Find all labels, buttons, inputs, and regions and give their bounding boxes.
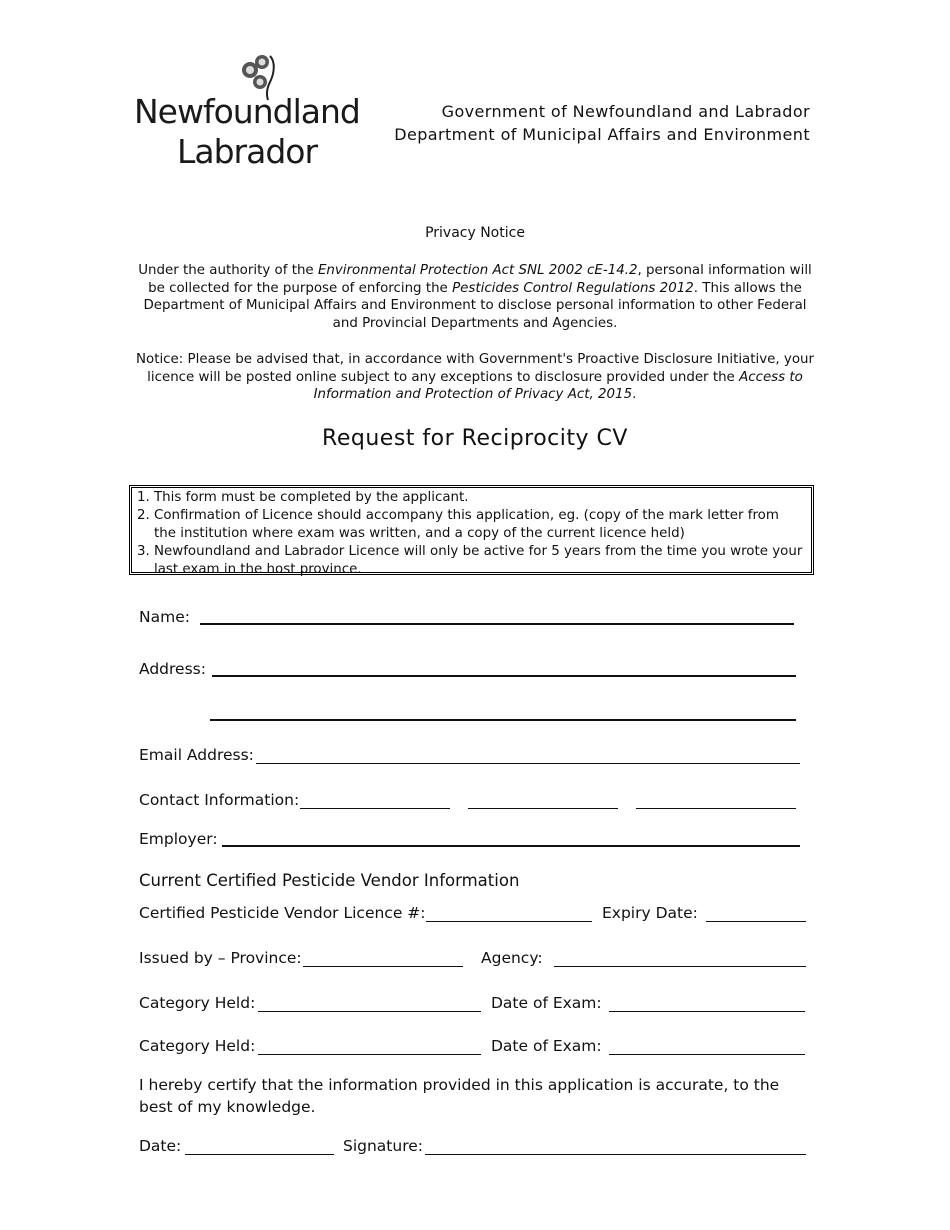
category-held-field[interactable]: [258, 1054, 481, 1055]
expiry-field[interactable]: [706, 921, 806, 922]
vendor-section-title: Current Certified Pesticide Vendor Information: [139, 871, 520, 890]
exam-date-field[interactable]: [609, 1011, 805, 1012]
government-name: Government of Newfoundland and Labrador: [441, 102, 810, 121]
exam-date-label: Date of Exam:: [491, 1037, 602, 1055]
province-field[interactable]: [303, 966, 463, 967]
p1-act-name: Environmental Protection Act SNL 2002 cE-14.2: [317, 263, 638, 278]
contact-label: Contact Information:: [139, 791, 300, 809]
date-label: Date:: [139, 1137, 182, 1155]
employer-field[interactable]: [222, 845, 800, 847]
privacy-paragraph-disclosure: [130, 351, 820, 404]
p2-text-a: Notice: Please be advised that, in accordance with Government's Proactive Disclosure Initiative, your licence will be posted online subject to any exceptions to disclosure provided under the: [135, 352, 815, 385]
signature-field[interactable]: [425, 1154, 806, 1155]
category-held-field[interactable]: [258, 1011, 481, 1012]
agency-field[interactable]: [554, 966, 806, 967]
category-held-label: Category Held:: [139, 1037, 256, 1055]
privacy-notice-title: Privacy Notice: [425, 225, 525, 241]
contact-field-3[interactable]: [636, 808, 796, 809]
address-field-line2[interactable]: [210, 719, 796, 721]
email-field[interactable]: [256, 763, 800, 764]
p1-regulation-name: Pesticides Control Regulations 2012: [452, 280, 694, 296]
agency-label: Agency:: [481, 949, 543, 967]
government-logo: [134, 52, 369, 177]
address-field-line1[interactable]: [212, 675, 796, 677]
p2-act-name: Access to Information and Protection of Privacy Act, 2015: [313, 369, 803, 402]
licence-label: Certified Pesticide Vendor Licence #:: [139, 904, 426, 922]
department-header: [394, 100, 810, 146]
form-title: Request for Reciprocity CV: [322, 426, 628, 451]
p1-text-b: , personal information will be collected for the purpose of enforcing the: [148, 263, 812, 296]
exam-date-field[interactable]: [609, 1054, 805, 1055]
date-field[interactable]: [185, 1154, 334, 1155]
logo-text-newfoundland: Newfoundland: [134, 92, 360, 131]
address-label: Address:: [139, 660, 206, 678]
name-label: Name:: [139, 608, 190, 626]
contact-field-1[interactable]: [300, 808, 450, 809]
signature-label: Signature:: [343, 1137, 423, 1155]
email-label: Email Address:: [139, 746, 254, 764]
instructions-box: [129, 485, 814, 575]
expiry-label: Expiry Date:: [602, 904, 698, 922]
p2-text-b: .: [632, 387, 637, 402]
licence-field[interactable]: [426, 921, 592, 922]
logo-text-labrador: Labrador: [177, 132, 318, 171]
instructions-list: [138, 489, 805, 579]
department-name: Department of Municipal Affairs and Environment: [394, 125, 810, 144]
certification-statement: I hereby certify that the information provided in this application is accurate, to the best of my knowledge.: [139, 1076, 780, 1116]
employer-label: Employer:: [139, 830, 218, 848]
instruction-item: 2. Confirmation of Licence should accompany this application, eg. (copy of the mark letter from the institution where exam was written, and a copy of the current licence held): [154, 507, 805, 543]
category-held-label: Category Held:: [139, 994, 256, 1012]
issued-by-label: Issued by – Province:: [139, 949, 302, 967]
contact-field-2[interactable]: [468, 808, 618, 809]
instruction-item: 3. Newfoundland and Labrador Licence will only be active for 5 years from the time you wrote your last exam in the host province.: [154, 543, 805, 579]
exam-date-label: Date of Exam:: [491, 994, 602, 1012]
privacy-paragraph-authority: [130, 262, 820, 332]
name-field[interactable]: [200, 623, 794, 625]
instruction-item: 1. This form must be completed by the applicant.: [154, 489, 805, 507]
p1-text-c: . This allows the Department of Municipal Affairs and Environment to disclose personal information to other Federal and Provincial Departments and Agencies.: [143, 280, 807, 331]
p1-text-a: Under the authority of the: [138, 263, 318, 278]
